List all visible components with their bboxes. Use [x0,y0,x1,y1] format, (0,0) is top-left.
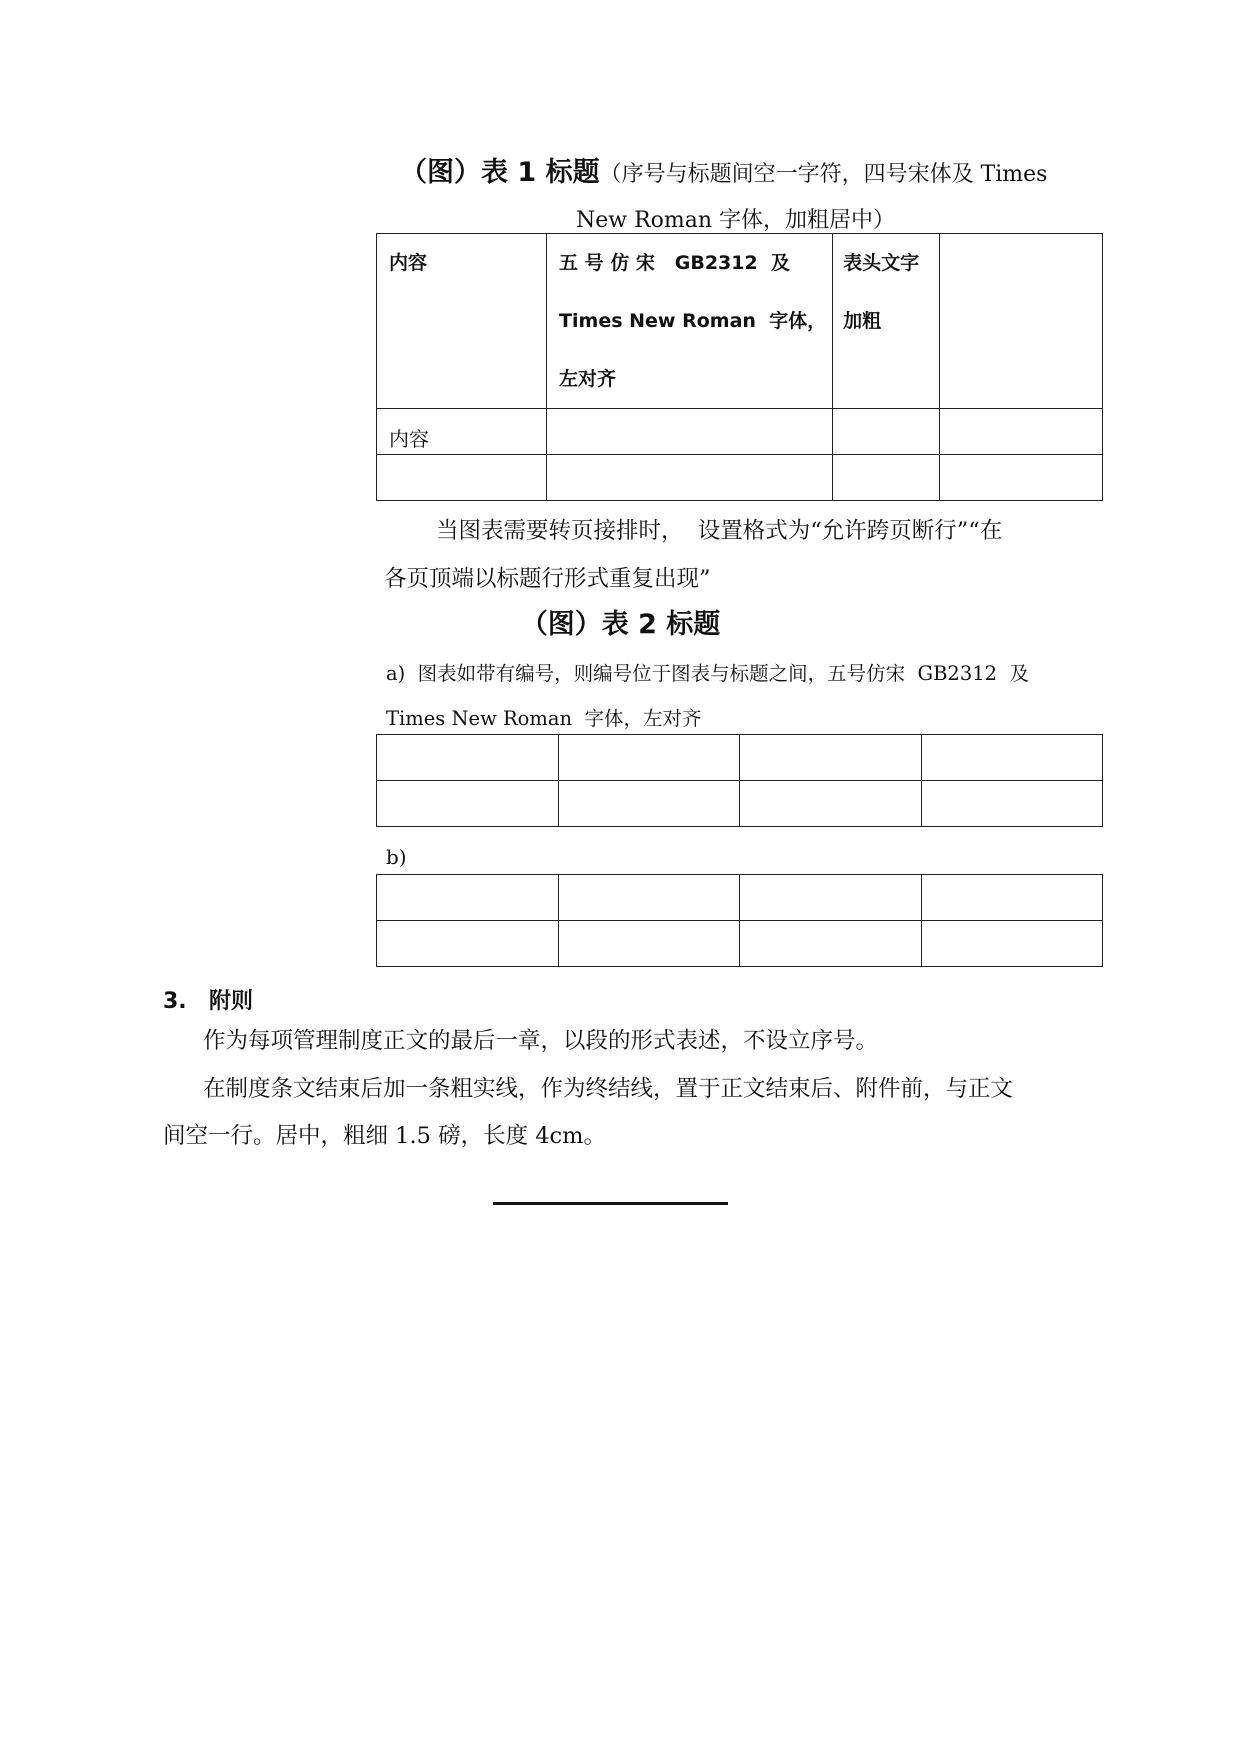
table-cell [558,875,740,921]
table-cell: 内容 [377,409,547,455]
table1-header-cell: 五 号 仿 宋 GB2312 及 Times New Roman 字体， 左对齐 [547,234,833,409]
table-cell [939,455,1102,501]
subtable-b [376,874,1103,967]
table-cell [740,921,922,967]
table1-header-cell: 内容 [377,234,547,409]
paragraph: 作为每项管理制度正文的最后一章，以段的形式表述，不设立序号。 [203,1028,879,1054]
table-cell [377,455,547,501]
page-break-note: 当图表需要转页接排时， 设置格式为“允许跨页断行”“在 各页顶端以标题行形式重复出现” [384,518,1003,592]
table1 [376,233,1103,501]
table1-header-cell [939,234,1102,409]
termination-line [493,1202,728,1205]
subtable-a-label: a) 图表如带有编号，则编号位于图表与标题之间，五号仿宋 GB2312 及 [386,662,1029,685]
subtable-a-label-line2: Times New Roman 字体，左对齐 [386,707,702,730]
table-cell [558,921,740,967]
table-cell [377,781,559,827]
table1-caption-note-line2: New Roman 字体，加粗居中） [576,208,896,233]
table-row [377,781,1103,827]
section-title: 附则 [209,989,254,1014]
table-cell [740,735,922,781]
table-cell [547,409,833,455]
table-cell [740,781,922,827]
subtable-b-label: b) [386,845,407,869]
table1-header-cell: 表头文字 加粗 [833,234,940,409]
table-row [377,921,1103,967]
table-cell [921,735,1103,781]
table-cell [921,781,1103,827]
table-cell [740,875,922,921]
table-cell [833,455,940,501]
table-cell [377,735,559,781]
table-cell [377,921,559,967]
section-number: 3. [163,989,187,1014]
table-cell [921,921,1103,967]
table1-caption-note: （序号与标题间空一字符，四号宋体及 Times [599,162,1048,187]
table1-caption-title: （图）表 1 标题 [400,157,600,188]
table-row [377,409,1103,455]
table2-caption: （图）表 2 标题 [520,609,721,640]
table1-caption [400,150,1047,189]
table-cell [547,455,833,501]
table-cell [921,875,1103,921]
table-row [377,875,1103,921]
table-cell [833,409,940,455]
subtable-a [376,734,1103,827]
table-cell [558,781,740,827]
table-cell [377,875,559,921]
table1-header-row [377,234,1103,409]
paragraph: 在制度条文结束后加一条粗实线，作为终结线，置于正文结束后、附件前，与正文 间空一行。居中，粗细 1.5 磅，长度 4cm。 [163,1076,1014,1149]
table-cell [939,409,1102,455]
table-cell [558,735,740,781]
section-heading [163,984,253,1015]
table-row [377,455,1103,501]
table-row [377,735,1103,781]
